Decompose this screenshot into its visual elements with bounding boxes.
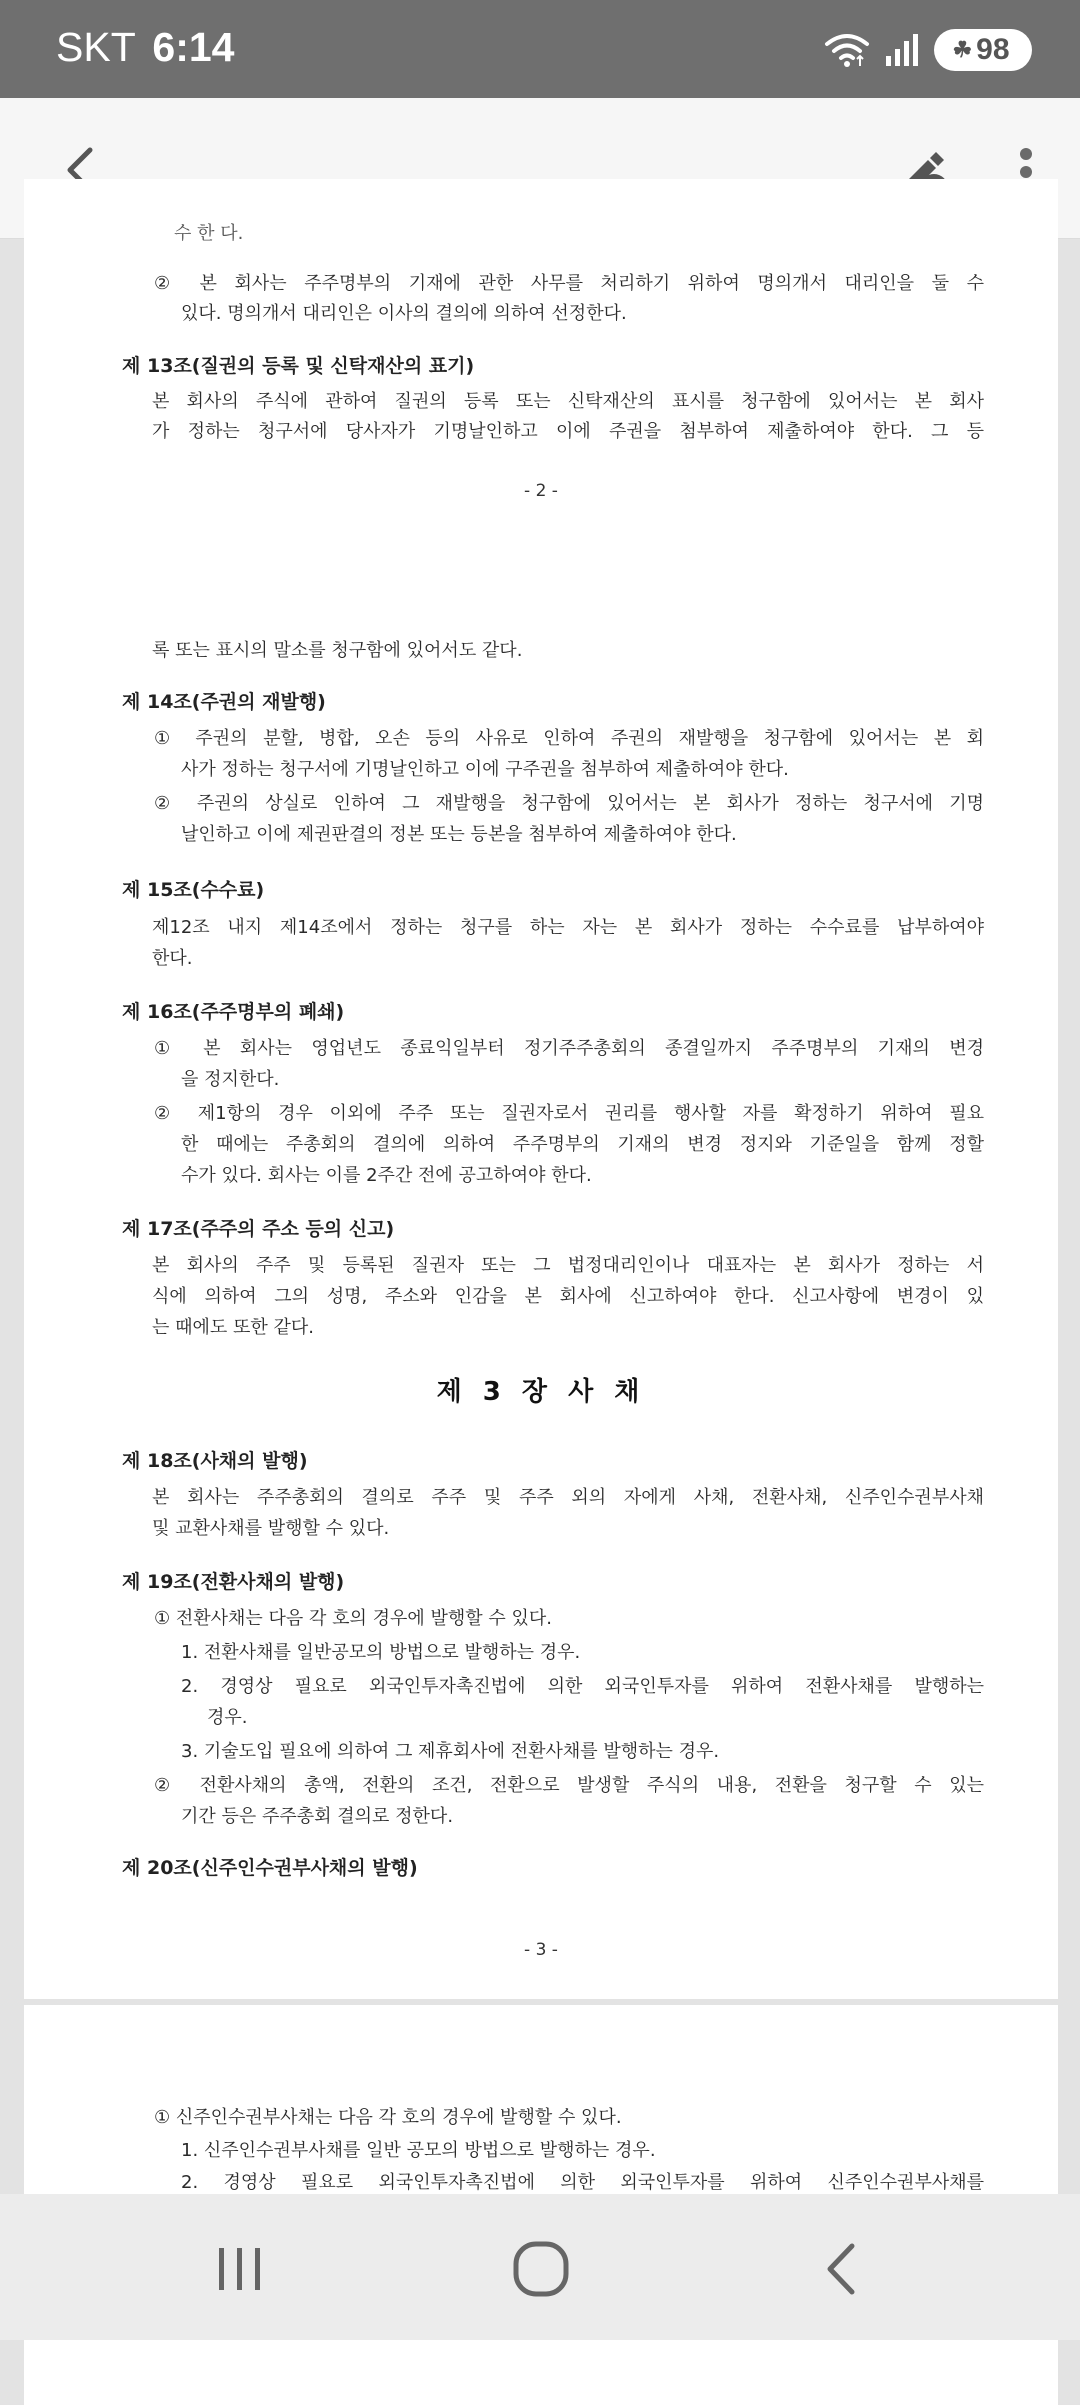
paragraph-line: ② 본 회사는 주주명부의 기재에 관한 사무를 처리하기 위하여 명의개서 대리인을 둘 수 <box>154 273 984 294</box>
paragraph-line: 는 때에도 또한 같다. <box>152 1317 314 1338</box>
paragraph-line: 본 회사는 주주총회의 결의로 주주 및 주주 외의 자에게 사채, 전환사채, 신주인수권부사채 <box>152 1487 984 1508</box>
page-number: - 2 - <box>524 481 558 501</box>
wifi-icon <box>824 32 870 68</box>
battery-icon <box>934 29 1032 71</box>
signal-icon <box>884 32 920 68</box>
home-icon[interactable] <box>506 2234 576 2304</box>
list-item: 경우. <box>207 1707 248 1728</box>
paragraph-line: ② 제1항의 경우 이외에 주주 또는 질권자로서 권리를 행사할 자를 확정하기 위하여 필요 <box>154 1103 984 1124</box>
paragraph-line: ① 본 회사는 영업년도 종료익일부터 정기주주총회의 종결일까지 주주명부의 기재의 변경 <box>154 1038 984 1059</box>
clock: 6:14 <box>152 24 235 70</box>
carrier-label: SKT <box>56 24 135 70</box>
chapter-heading: 제 3 장 사 채 <box>436 1377 646 1407</box>
recent-apps-icon[interactable] <box>205 2234 275 2304</box>
leaf-icon: ☘ <box>952 37 973 62</box>
paragraph-line: ① 주권의 분할, 병합, 오손 등의 사유로 인하여 주권의 재발행을 청구함에 있어서는 본 회 <box>154 728 984 749</box>
article-title: 제 14조(주권의 재발행) <box>122 691 326 713</box>
paragraph-line: 을 정지한다. <box>181 1069 280 1090</box>
paragraph-line: 본 회사의 주주 및 등록된 질권자 또는 그 법정대리인이나 대표자는 본 회사가 정하는 서 <box>152 1255 984 1276</box>
article-title: 제 16조(주주명부의 폐쇄) <box>122 1001 345 1023</box>
article-title: 제 18조(사채의 발행) <box>122 1450 308 1472</box>
paragraph-line: 사가 정하는 청구서에 기명날인하고 이에 구주권을 첨부하여 제출하여야 한다. <box>181 759 789 780</box>
paragraph-line: 제12조 내지 제14조에서 정하는 청구를 하는 자는 본 회사가 정하는 수수료를 납부하여야 <box>152 917 984 938</box>
system-nav-bar <box>0 2194 1080 2340</box>
paragraph-line: ② 주권의 상실로 인하여 그 재발행을 청구함에 있어서는 본 회사가 정하는 청구서에 기명 <box>154 793 984 814</box>
list-item: 2. 경영상 필요로 외국인투자촉진법에 의한 외국인투자를 위하여 신주인수권부사채를 <box>181 2172 984 2193</box>
paragraph-line: 본 회사의 주식에 관하여 질권의 등록 또는 신탁재산의 표시를 청구함에 있어서는 본 회사 <box>152 391 984 412</box>
paragraph-line: ① 전환사채는 다음 각 호의 경우에 발행할 수 있다. <box>154 1608 553 1629</box>
status-right <box>824 28 1032 72</box>
list-item: 1. 신주인수권부사채를 일반 공모의 방법으로 발행하는 경우. <box>181 2140 656 2161</box>
paragraph-line: 있다. 명의개서 대리인은 이사의 결의에 의하여 선정한다. <box>181 303 627 324</box>
paragraph-line: 수가 있다. 회사는 이를 2주간 전에 공고하여야 한다. <box>181 1165 592 1186</box>
paragraph-line: 록 또는 표시의 말소를 청구함에 있어서도 같다. <box>152 640 523 661</box>
list-item: 3. 기술도입 필요에 의하여 그 제휴회사에 전환사채를 발행하는 경우. <box>181 1741 720 1762</box>
article-title: 제 17조(주주의 주소 등의 신고) <box>122 1218 395 1240</box>
paragraph-line: 가 정하는 청구서에 당사자가 기명날인하고 이에 주권을 첨부하여 제출하여야 한다. 그 등 <box>152 421 984 442</box>
battery-level: 98 <box>976 33 1010 66</box>
paragraph-line: ① 신주인수권부사채는 다음 각 호의 경우에 발행할 수 있다. <box>154 2107 622 2128</box>
paragraph-line: 한 때에는 주총회의 결의에 의하여 주주명부의 기재의 변경 정지와 기준일을 함께 정할 <box>181 1134 984 1155</box>
paragraph-line: 식에 의하여 그의 성명, 주소와 인감을 본 회사에 신고하여야 한다. 신고사항에 변경이 있 <box>152 1286 984 1307</box>
page-number: - 3 - <box>524 1940 558 1960</box>
paragraph-line: 기간 등은 주주총회 결의로 정한다. <box>181 1806 454 1827</box>
document-viewer[interactable] <box>0 223 1080 2194</box>
article-title: 제 19조(전환사채의 발행) <box>122 1571 345 1593</box>
status-bar <box>0 0 1080 98</box>
article-title: 제 15조(수수료) <box>122 879 265 901</box>
paragraph-line: 한다. <box>152 948 193 969</box>
document-page-3 <box>24 539 1058 1999</box>
paragraph-line: 및 교환사채를 발행할 수 있다. <box>152 1518 390 1539</box>
paragraph-line: 날인하고 이에 제권판결의 정본 또는 등본을 첨부하여 제출하여야 한다. <box>181 824 737 845</box>
back-icon[interactable] <box>808 2234 878 2304</box>
paragraph-line: ② 전환사채의 총액, 전환의 조건, 전환으로 발생할 주식의 내용, 전환을 청구할 수 있는 <box>154 1775 984 1796</box>
clipped-line: 수 한 다. <box>174 223 244 244</box>
list-item: 1. 전환사채를 일반공모의 방법으로 발행하는 경우. <box>181 1642 581 1663</box>
list-item: 2. 경영상 필요로 외국인투자촉진법에 의한 외국인투자를 위하여 전환사채를 발행하는 <box>181 1676 984 1697</box>
article-title: 제 20조(신주인수권부사채의 발행) <box>122 1857 418 1879</box>
status-left <box>56 24 234 71</box>
article-title: 제 13조(질권의 등록 및 신탁재산의 표기) <box>122 355 475 377</box>
